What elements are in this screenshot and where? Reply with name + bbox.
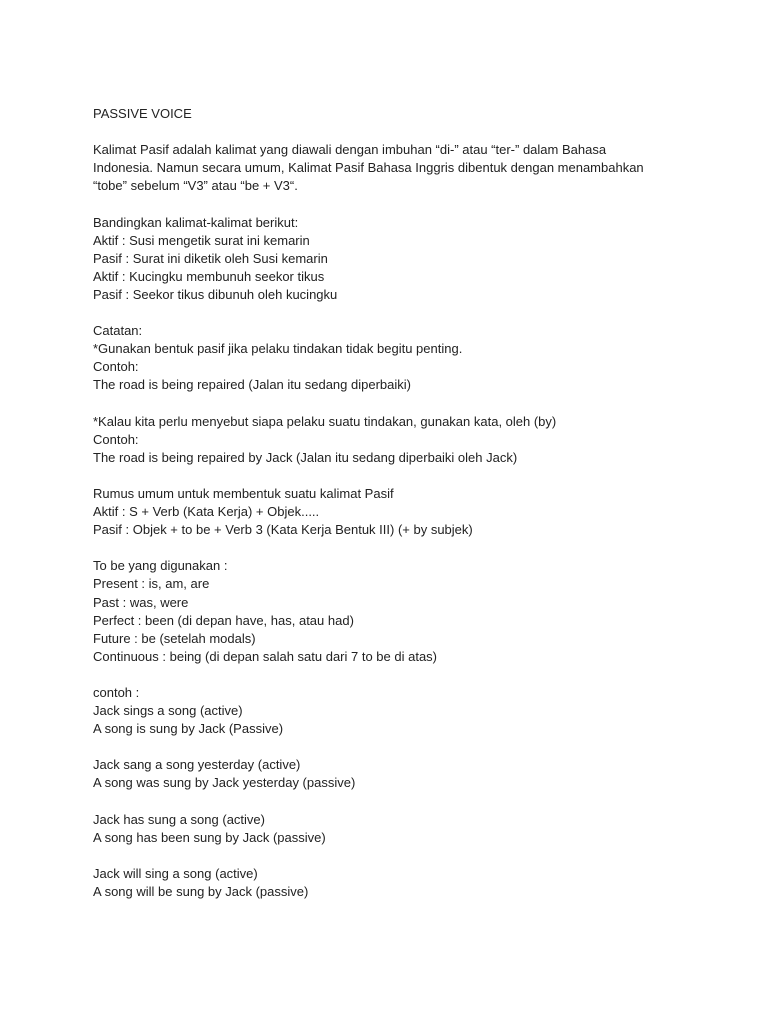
document-title: PASSIVE VOICE	[93, 106, 192, 121]
example-paragraph-2	[93, 756, 693, 792]
comparison-paragraph	[93, 214, 693, 304]
document-body	[93, 105, 693, 901]
intro-line: “tobe” sebelum “V3” atau “be + V3“.	[93, 178, 298, 194]
example-line: A song is sung by Jack (Passive)	[93, 721, 284, 737]
title-block	[93, 105, 693, 123]
note-line: The road is being repaired (Jalan itu sedang diperbaiki)	[93, 377, 411, 393]
note-line: The road is being repaired by Jack (Jalan itu sedang diperbaiki oleh Jack)	[93, 449, 518, 465]
comparison-line: Pasif : Surat ini diketik oleh Susi kemarin	[93, 250, 328, 266]
example-line: Jack has sung a song (active)	[93, 811, 265, 827]
example-line: A song was sung by Jack yesterday (passive)	[93, 775, 356, 791]
note-line: Contoh:	[93, 359, 139, 375]
formula-line: Pasif : Objek + to be + Verb 3 (Kata Kerja Bentuk III) (+ by subjek)	[93, 522, 473, 538]
formula-line: Aktif : S + Verb (Kata Kerja) + Objek.....	[93, 504, 320, 520]
formula-line: Rumus umum untuk membentuk suatu kalimat Pasif	[93, 485, 394, 501]
example-line: Jack sang a song yesterday (active)	[93, 757, 301, 773]
example-line: A song will be sung by Jack (passive)	[93, 884, 309, 900]
example-line: Jack sings a song (active)	[93, 703, 243, 719]
note-paragraph-1	[93, 322, 693, 394]
formula-paragraph	[93, 485, 693, 539]
note-line: Contoh:	[93, 431, 139, 447]
comparison-line: Aktif : Kucingku membunuh seekor tikus	[93, 268, 325, 284]
tobe-line: Perfect : been (di depan have, has, atau had)	[93, 612, 354, 628]
comparison-line: Pasif : Seekor tikus dibunuh oleh kucingku	[93, 286, 338, 302]
note-paragraph-2	[93, 413, 693, 467]
example-line: Jack will sing a song (active)	[93, 865, 258, 881]
note-line: *Gunakan bentuk pasif jika pelaku tindakan tidak begitu penting.	[93, 341, 463, 357]
tobe-line: To be yang digunakan :	[93, 558, 228, 574]
example-paragraph-3	[93, 811, 693, 847]
comparison-line: Bandingkan kalimat-kalimat berikut:	[93, 214, 299, 230]
example-paragraph-1	[93, 684, 693, 738]
note-line: *Kalau kita perlu menyebut siapa pelaku suatu tindakan, gunakan kata, oleh (by)	[93, 413, 557, 429]
intro-paragraph	[93, 141, 693, 195]
tobe-paragraph	[93, 557, 693, 666]
tobe-line: Past : was, were	[93, 594, 189, 610]
example-line: A song has been sung by Jack (passive)	[93, 829, 326, 845]
tobe-line: Future : be (setelah modals)	[93, 630, 256, 646]
intro-line: Indonesia. Namun secara umum, Kalimat Pasif Bahasa Inggris dibentuk dengan menambahkan	[93, 160, 644, 176]
comparison-line: Aktif : Susi mengetik surat ini kemarin	[93, 232, 310, 248]
note-line: Catatan:	[93, 323, 143, 339]
example-line: contoh :	[93, 685, 140, 700]
tobe-line: Continuous : being (di depan salah satu dari 7 to be di atas)	[93, 648, 438, 664]
intro-line: Kalimat Pasif adalah kalimat yang diawali dengan imbuhan “di-” atau “ter-” dalam Bahasa	[93, 142, 607, 158]
example-paragraph-4	[93, 865, 693, 901]
tobe-line: Present : is, am, are	[93, 576, 210, 592]
